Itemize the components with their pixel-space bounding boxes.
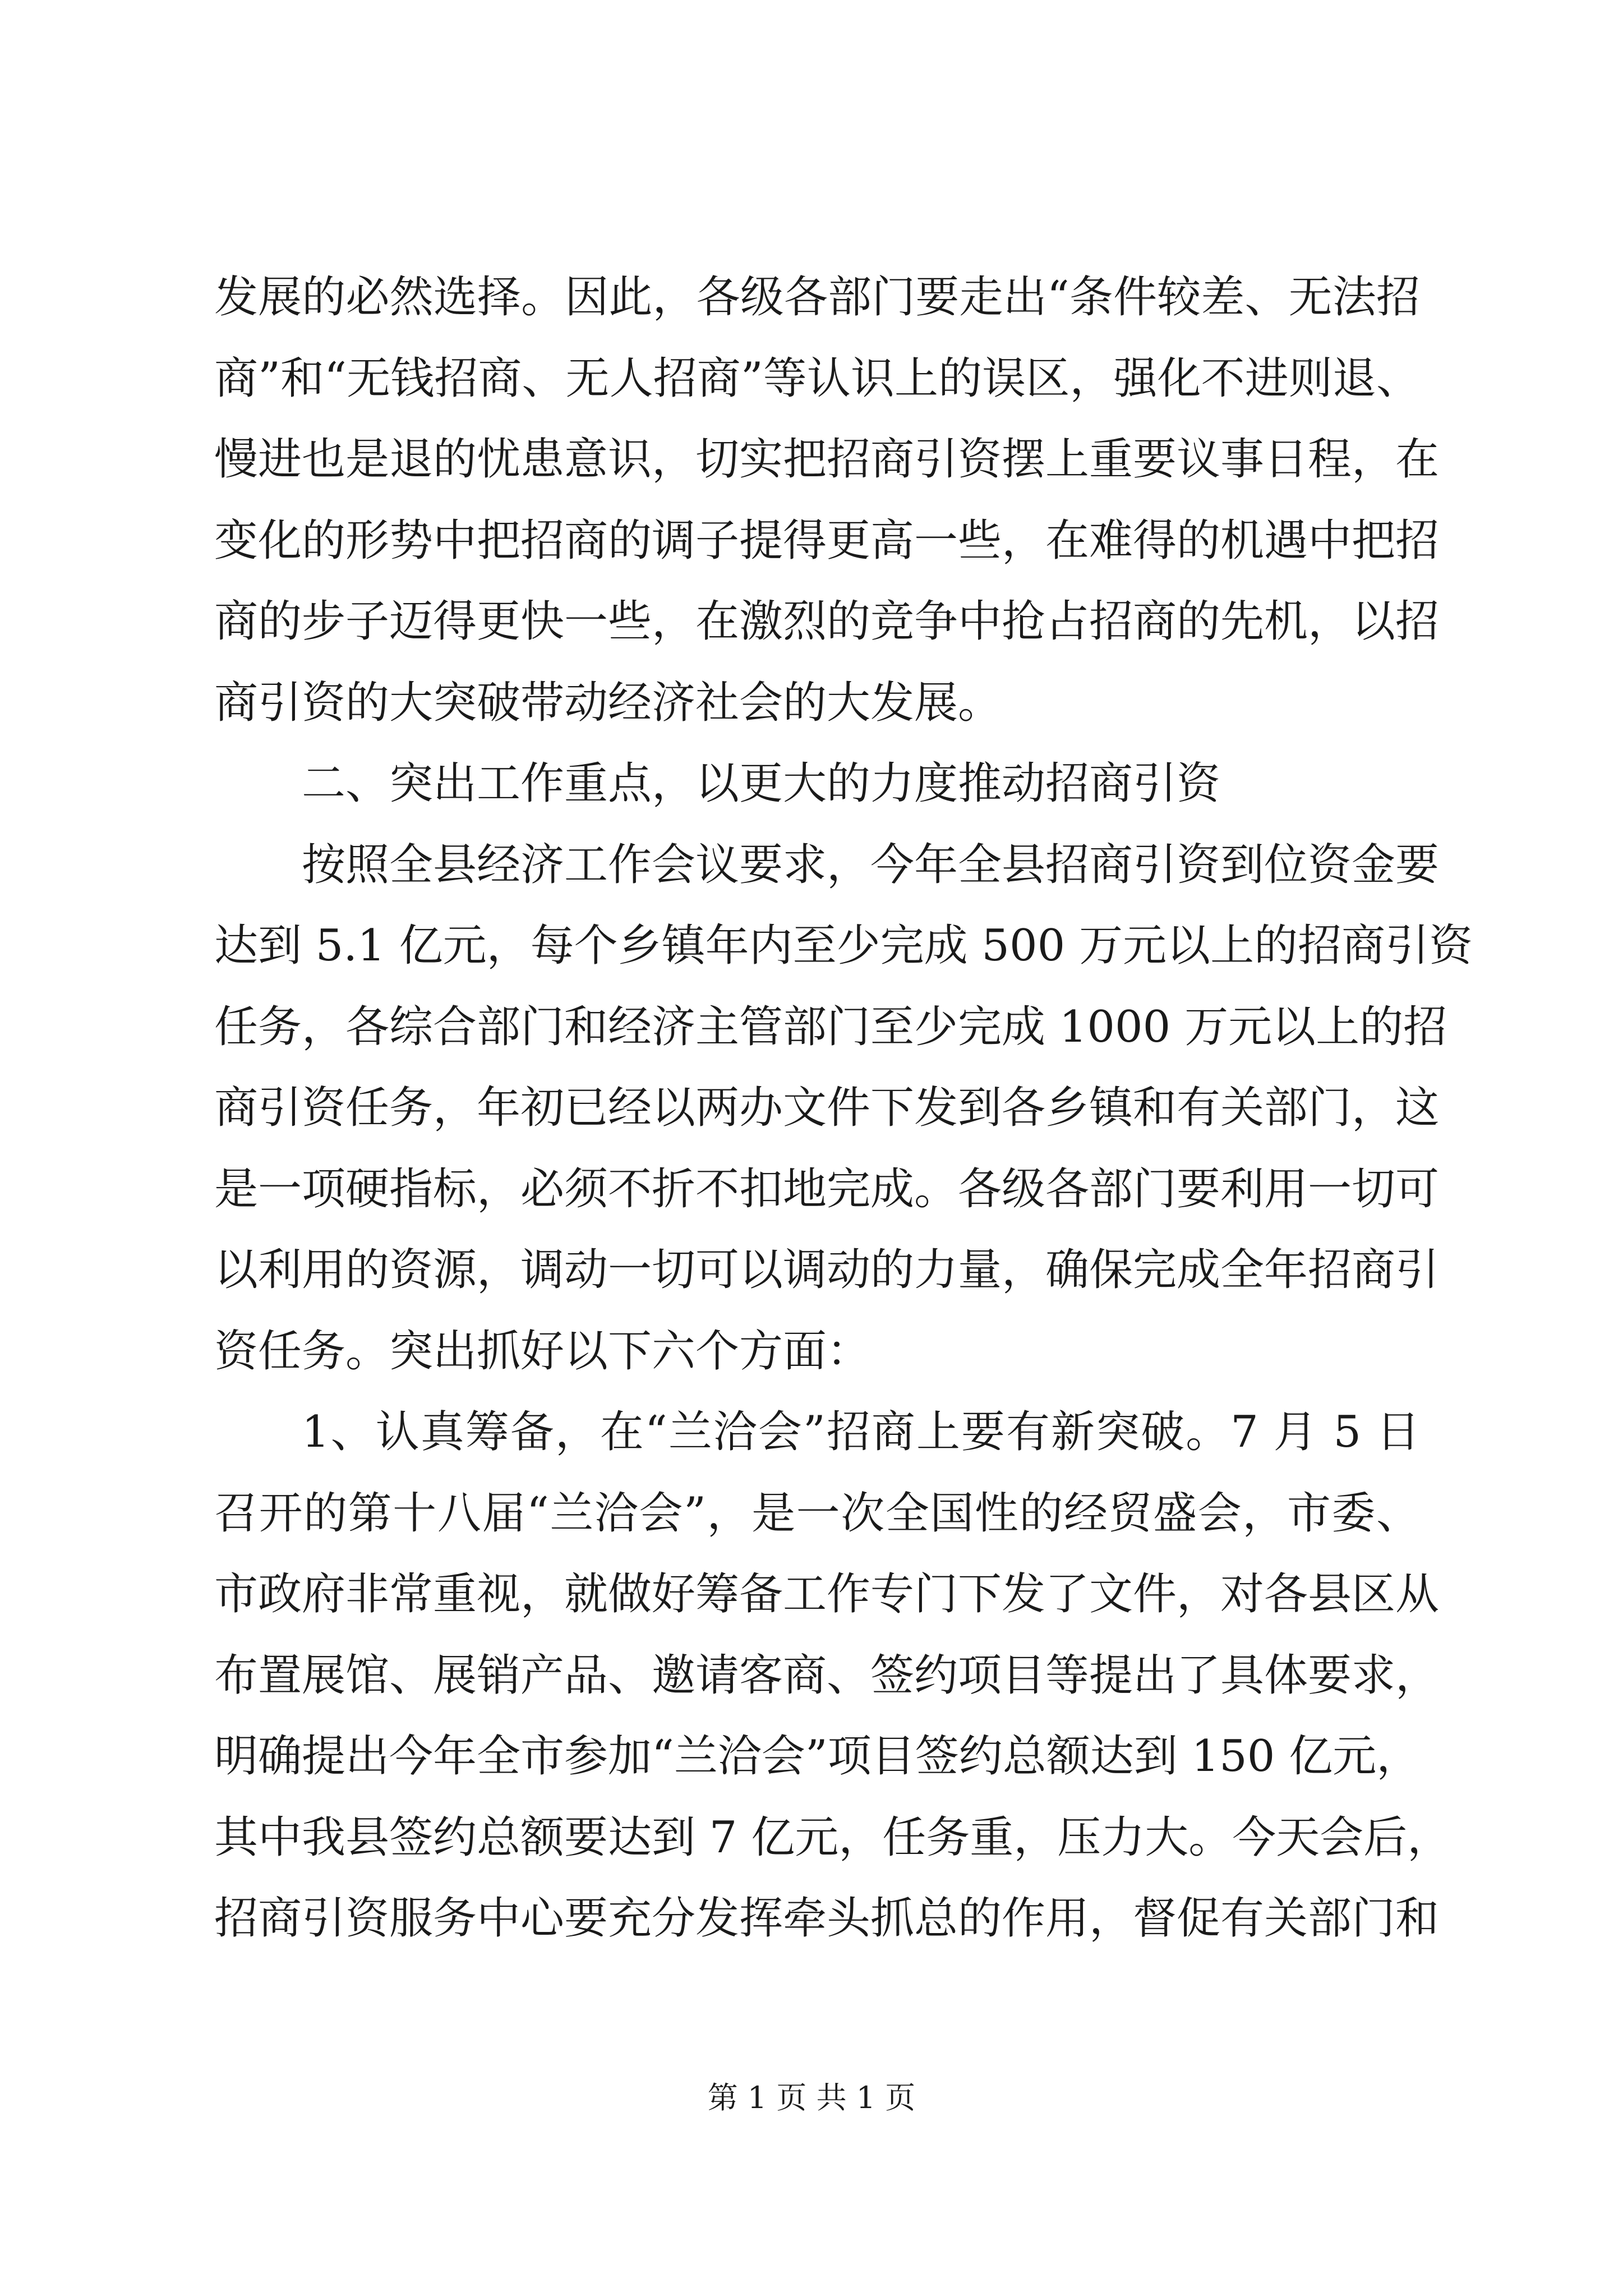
body-line: 任务，各综合部门和经济主管部门至少完成 1000 万元以上的招 (214, 1001, 1447, 1052)
body-line: 达到 5.1 亿元，每个乡镇年内至少完成 500 万元以上的招商引资 (214, 921, 1473, 971)
body-line: 商引资的大突破带动经济社会的大发展。 (214, 677, 1002, 728)
body-line: 招商引资服务中心要充分发挥牵头抓总的作用，督促有关部门和 (214, 1893, 1440, 1944)
body-line: 市政府非常重视，就做好筹备工作专门下发了文件，对各县区从 (214, 1569, 1440, 1619)
section-heading: 二、突出工作重点，以更大的力度推动招商引资 (302, 758, 1221, 809)
body-line: 商的步子迈得更快一些，在激烈的竞争中抢占招商的先机，以招 (214, 596, 1440, 647)
page-footer: 第 1 页 共 1 页 (707, 2080, 916, 2115)
body-line: 是一项硬指标，必须不折不扣地完成。各级各部门要利用一切可 (214, 1163, 1440, 1214)
body-line: 明确提出今年全市参加“兰洽会”项目签约总额达到 150 亿元， (214, 1731, 1421, 1782)
body-line: 商引资任务，年初已经以两办文件下发到各乡镇和有关部门，这 (214, 1083, 1440, 1133)
body-line: 其中我县签约总额要达到 7 亿元，任务重，压力大。今天会后， (214, 1812, 1451, 1863)
document-body (214, 257, 1473, 1959)
body-line: 慢进也是退的忧患意识，切实把招商引资摆上重要议事日程，在 (214, 434, 1440, 485)
body-line: 召开的第十八届“兰洽会”，是一次全国性的经贸盛会，市委、 (214, 1488, 1420, 1539)
body-line: 变化的形势中把招商的调子提得更高一些，在难得的机遇中把招 (214, 515, 1440, 566)
body-line: 资任务。突出抓好以下六个方面： (214, 1326, 871, 1377)
body-line: 商”和“无钱招商、无人招商”等认识上的误区，强化不进则退、 (214, 353, 1420, 404)
body-line: 以利用的资源，调动一切可以调动的力量，确保完成全年招商引 (214, 1245, 1440, 1295)
body-line: 布置展馆、展销产品、邀请客商、签约项目等提出了具体要求， (214, 1650, 1440, 1701)
body-line: 发展的必然选择。因此，各级各部门要走出“条件较差、无法招 (214, 272, 1420, 323)
body-line: 1、认真筹备，在“兰洽会”招商上要有新突破。7 月 5 日 (302, 1407, 1420, 1457)
body-line: 按照全县经济工作会议要求，今年全县招商引资到位资金要 (302, 839, 1440, 890)
